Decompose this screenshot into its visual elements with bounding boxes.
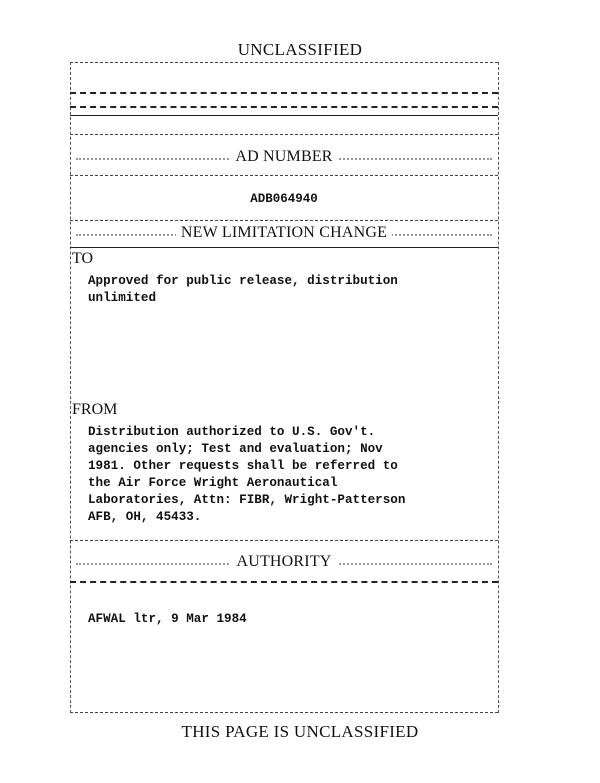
to-label: TO (72, 250, 94, 267)
authority-text: AFWAL ltr, 9 Mar 1984 (88, 612, 247, 626)
form-top-rule (70, 62, 498, 63)
divider (70, 175, 498, 176)
ad-number-value: ADB064940 (250, 192, 318, 206)
divider (70, 581, 498, 583)
limitation-change-form (70, 62, 498, 713)
divider (70, 115, 498, 116)
divider (70, 540, 498, 541)
authority-label: AUTHORITY (231, 553, 336, 570)
top-classification-marking: UNCLASSIFIED (237, 40, 363, 59)
authority-banner (70, 552, 498, 576)
divider (70, 92, 498, 94)
form-right-edge (498, 62, 499, 713)
from-text: Distribution authorized to U.S. Gov't. agencies only; Test and evaluation; Nov 1981. Other requests shall be referred to the Air Force Wright Aeronautical Laboratories, Attn: FIBR, Wright-Patterson AFB, OH, 45433. (88, 425, 406, 524)
ad-number-label: AD NUMBER (230, 148, 337, 165)
limitation-change-banner (70, 223, 498, 247)
from-label: FROM (72, 401, 118, 418)
divider (70, 106, 498, 108)
to-text: Approved for public release, distribution unlimited (88, 274, 398, 305)
divider (70, 247, 498, 248)
divider (70, 220, 498, 221)
ad-number-banner (70, 147, 498, 171)
limitation-change-label: NEW LIMITATION CHANGE (176, 224, 392, 241)
bottom-classification-marking: THIS PAGE IS UNCLASSIFIED (181, 722, 419, 741)
form-bottom-rule (70, 712, 498, 713)
divider (70, 134, 498, 135)
